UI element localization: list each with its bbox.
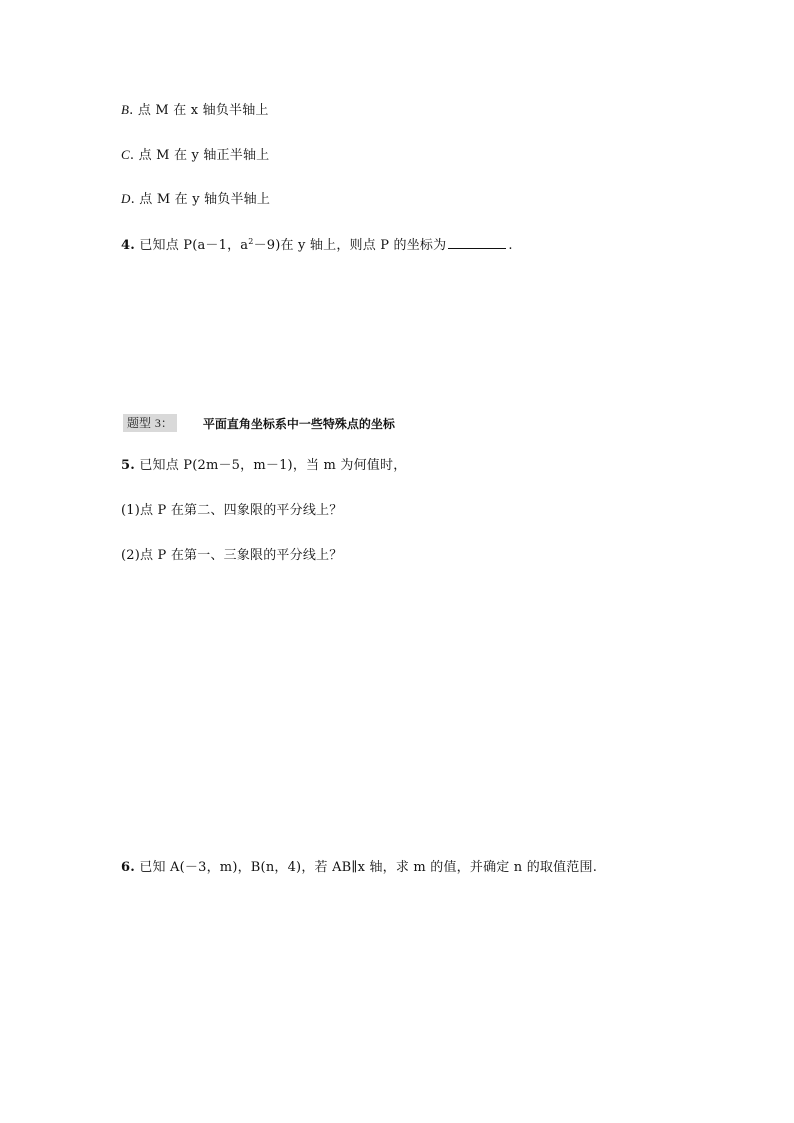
question-number: 6: [121, 860, 131, 875]
question-number: 4: [121, 238, 131, 253]
option-d: [121, 190, 270, 209]
option-label: B: [121, 102, 130, 117]
question-separator: .: [130, 860, 135, 875]
answer-blank: [448, 235, 506, 249]
section-tag: [123, 414, 177, 432]
option-separator: .: [130, 192, 135, 207]
section-tag-colon: ：: [160, 416, 173, 430]
option-separator: .: [129, 103, 134, 118]
question-period: .: [508, 238, 513, 253]
option-text: 点 M 在 x 轴负半轴上: [137, 103, 269, 118]
question-text: 已知 A(－3，m)，B(n，4)，若 AB∥x 轴，求 m 的值，并确定 n 的取值范围.: [139, 860, 598, 875]
option-label: D: [121, 191, 131, 206]
question-separator: .: [130, 238, 135, 253]
option-b: [121, 101, 269, 120]
question-5-part-2: [121, 547, 342, 565]
question-number: 5: [121, 458, 131, 473]
question-text: 已知点 P(2m－5，m－1)，当 m 为何值时，: [139, 458, 407, 473]
option-label: C: [121, 147, 130, 162]
option-c: [121, 146, 269, 165]
question-4: [121, 235, 513, 255]
section-title: 平面直角坐标系中一些特殊点的坐标: [202, 416, 395, 431]
question-text-start: 已知点 P(a－1，a: [139, 238, 249, 253]
option-separator: .: [129, 148, 135, 163]
question-5-part-1: [121, 502, 342, 520]
section-tag-label: 题型: [127, 416, 152, 430]
section-tag-number: 3: [154, 416, 161, 430]
option-text: 点 M 在 y 轴负半轴上: [139, 192, 271, 207]
option-text: 点 M 在 y 轴正半轴上: [138, 148, 270, 163]
sub-question-text: (1)点 P 在第二、四象限的平分线上？: [121, 503, 343, 518]
question-6: [121, 859, 597, 877]
question-separator: .: [130, 458, 135, 473]
sub-question-text: (2)点 P 在第一、三象限的平分线上？: [121, 548, 343, 563]
question-text-end: －9)在 y 轴上，则点 P 的坐标为: [253, 238, 447, 253]
section-header: [123, 414, 395, 432]
question-5: [121, 457, 406, 475]
exponent: 2: [248, 237, 254, 246]
